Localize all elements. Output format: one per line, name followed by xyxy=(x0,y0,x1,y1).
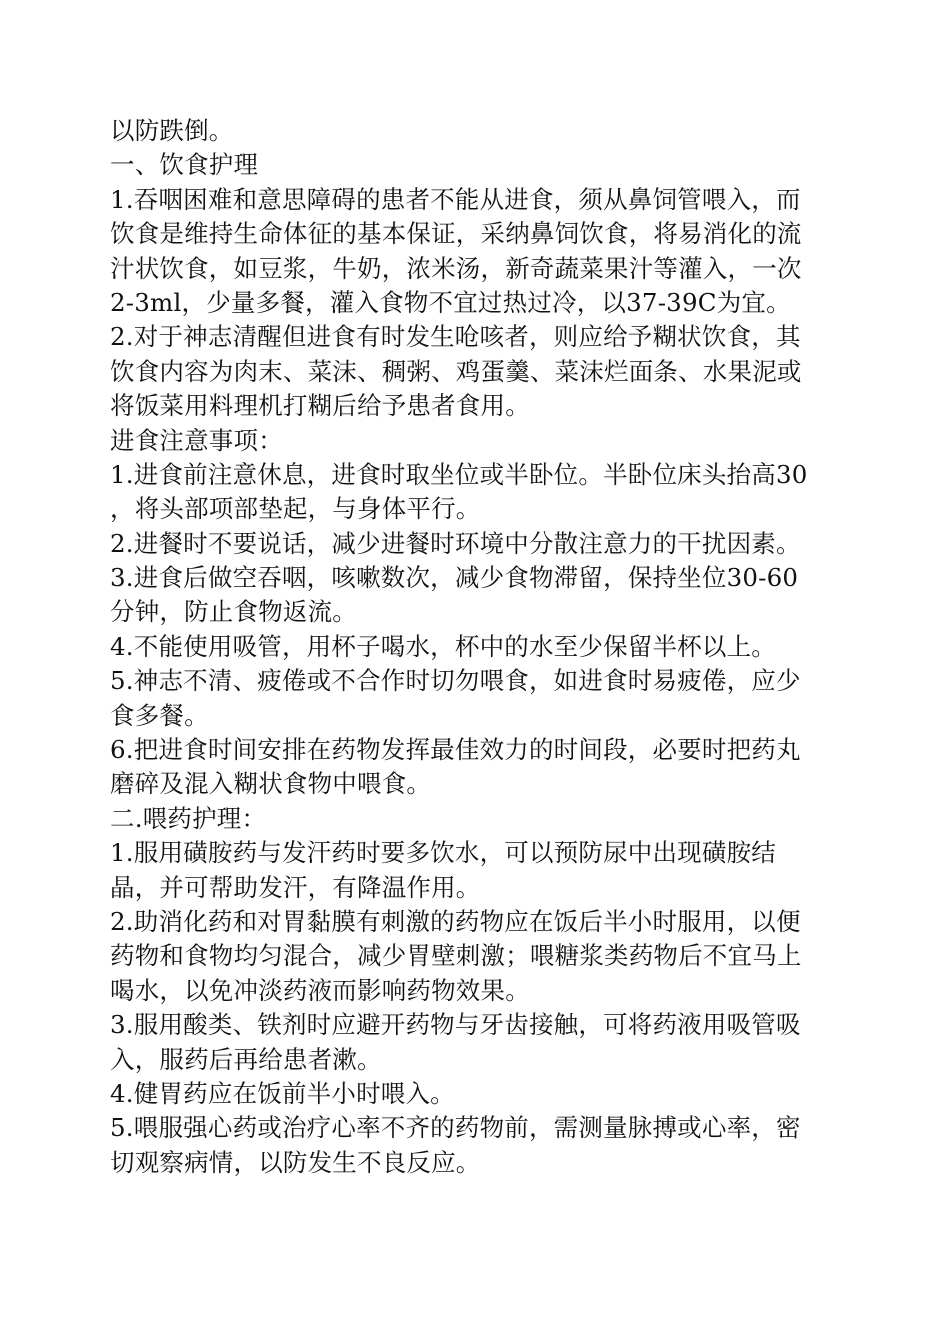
text-line: 2.助消化药和对胃黏膜有刺激的药物应在饭后半小时服用，以便 xyxy=(110,906,801,936)
text-line: 汁状饮食，如豆浆，牛奶，浓米汤，新奇蔬菜果汁等灌入，一次 xyxy=(110,253,802,283)
text-line: 2.进餐时不要说话，减少进餐时环境中分散注意力的干扰因素。 xyxy=(110,528,801,558)
text-line: 1.进食前注意休息，进食时取坐位或半卧位。半卧位床头抬高30 xyxy=(110,459,808,489)
text-line: 药物和食物均匀混合，减少胃壁刺激；喂糖浆类药物后不宜马上 xyxy=(110,941,802,971)
text-line: 5.神志不清、疲倦或不合作时切勿喂食，如进食时易疲倦，应少 xyxy=(110,666,801,696)
text-line: 6.把进食时间安排在药物发挥最佳效力的时间段，必要时把药丸 xyxy=(110,735,801,765)
text-line: 饮食是维持生命体征的基本保证，采纳鼻饲饮食，将易消化的流 xyxy=(110,219,802,249)
text-line: 分钟，防止食物返流。 xyxy=(110,597,357,627)
document-body xyxy=(110,114,845,1180)
text-line: ，将头部项部垫起，与身体平行。 xyxy=(110,494,481,524)
text-line: 1.吞咽困难和意思障碍的患者不能从进食，须从鼻饲管喂入，而 xyxy=(110,184,801,214)
text-line: 切观察病情，以防发生不良反应。 xyxy=(110,1147,481,1177)
text-line: 3.服用酸类、铁剂时应避开药物与牙齿接触，可将药液用吸管吸 xyxy=(110,1010,801,1040)
section-heading-diet-care: 一、饮食护理 xyxy=(110,150,259,180)
text-line: 磨碎及混入糊状食物中喂食。 xyxy=(110,769,432,799)
text-line: 4.不能使用吸管，用杯子喝水，杯中的水至少保留半杯以上。 xyxy=(110,631,776,661)
section-heading-medication-care: 二.喂药护理： xyxy=(110,803,267,833)
text-line: 晶，并可帮助发汗，有降温作用。 xyxy=(110,872,481,902)
text-line: 食多餐。 xyxy=(110,700,209,730)
text-line: 2-3ml，少量多餐，灌入食物不宜过热过冷，以37-39C为宜。 xyxy=(110,287,791,317)
text-line: 入，服药后再给患者漱。 xyxy=(110,1044,382,1074)
text-line: 5.喂服强心药或治疗心率不齐的药物前，需测量脉搏或心率，密 xyxy=(110,1113,801,1143)
text-line: 喝水，以免冲淡药液而影响药物效果。 xyxy=(110,975,530,1005)
subheading-eating-precautions: 进食注意事项： xyxy=(110,425,283,455)
text-line: 4.健胃药应在饭前半小时喂入。 xyxy=(110,1078,455,1108)
text-line: 饮食内容为肉末、菜沫、稠粥、鸡蛋羹、菜沫烂面条、水果泥或 xyxy=(110,356,802,386)
text-line: 3.进食后做空吞咽，咳嗽数次，减少食物滞留，保持坐位30-60 xyxy=(110,563,799,593)
text-line: 2.对于神志清醒但进食有时发生呛咳者，则应给予糊状饮食，其 xyxy=(110,322,801,352)
text-line: 以防跌倒。 xyxy=(110,116,234,145)
text-line: 将饭菜用料理机打糊后给予患者食用。 xyxy=(110,391,530,421)
text-line: 1.服用磺胺药与发汗药时要多饮水，可以预防尿中出现磺胺结 xyxy=(110,838,776,868)
